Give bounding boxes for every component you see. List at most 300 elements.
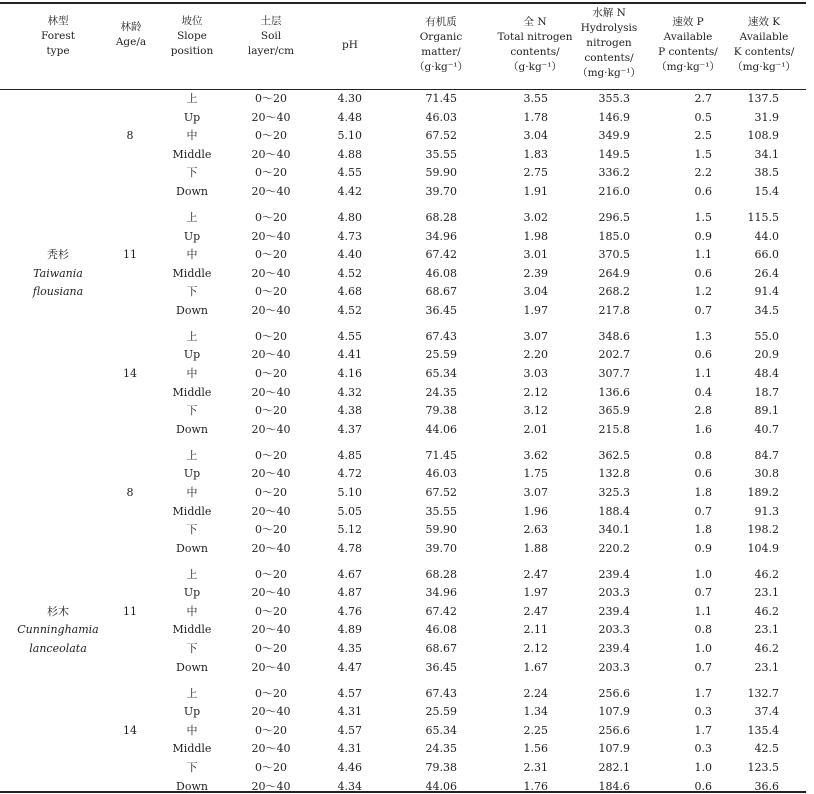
om-cell: 79.38 xyxy=(425,760,457,774)
slope-cell: 中 xyxy=(186,485,198,499)
ph-cell: 4.31 xyxy=(337,705,362,719)
om-cell: 79.38 xyxy=(425,404,457,418)
header-line: （mg·kg⁻¹） xyxy=(577,67,641,79)
layer-cell: 20～40 xyxy=(251,110,291,124)
om-cell: 67.42 xyxy=(425,604,457,618)
slope-cell: Up xyxy=(183,705,201,719)
ak-cell: 84.7 xyxy=(754,448,779,462)
slope-cell: Down xyxy=(176,541,208,555)
tn-cell: 3.55 xyxy=(523,92,548,105)
age-label: 11 xyxy=(123,248,137,262)
tn-cell: 2.11 xyxy=(523,623,548,637)
hn-cell: 184.6 xyxy=(598,779,630,793)
tn-cell: 1.34 xyxy=(523,705,548,719)
ph-cell: 4.38 xyxy=(337,404,362,418)
hn-cell: 136.6 xyxy=(598,385,630,399)
ap-cell: 1.6 xyxy=(694,422,712,436)
hn-cell: 239.4 xyxy=(598,604,630,618)
slope-cell: 下 xyxy=(186,760,198,774)
ak-cell: 23.1 xyxy=(754,586,779,600)
header-forest-type xyxy=(41,14,75,59)
tn-cell: 1.97 xyxy=(523,586,548,600)
ph-cell: 4.48 xyxy=(337,110,362,124)
om-cell: 39.70 xyxy=(425,541,457,555)
hn-cell: 365.9 xyxy=(598,404,630,418)
layer-cell: 20～40 xyxy=(251,660,291,674)
ap-cell: 0.4 xyxy=(694,385,712,399)
hn-cell: 256.6 xyxy=(598,686,630,700)
bottom-rule xyxy=(0,791,806,793)
hn-cell: 370.5 xyxy=(598,248,630,262)
om-cell: 67.43 xyxy=(425,686,457,700)
om-cell: 59.90 xyxy=(425,523,457,537)
header-line: P contents/ xyxy=(658,46,718,58)
om-cell: 65.34 xyxy=(425,723,457,737)
ap-cell: 0.7 xyxy=(694,303,712,317)
ak-cell: 34.1 xyxy=(754,147,779,161)
ap-cell: 0.6 xyxy=(694,779,712,793)
tn-cell: 2.31 xyxy=(523,760,548,774)
ph-cell: 4.89 xyxy=(337,623,362,637)
ph-cell: 4.73 xyxy=(337,229,362,243)
om-cell: 36.45 xyxy=(425,660,457,674)
tn-cell: 2.47 xyxy=(523,567,548,581)
ak-cell: 34.5 xyxy=(754,303,779,317)
ak-cell: 91.3 xyxy=(754,504,779,518)
om-cell: 46.03 xyxy=(425,110,457,124)
ak-cell: 123.5 xyxy=(747,760,779,774)
ap-cell: 0.8 xyxy=(694,448,712,462)
tn-cell: 2.20 xyxy=(523,348,548,362)
om-cell: 36.45 xyxy=(425,303,457,317)
tn-cell: 2.39 xyxy=(523,266,548,280)
layer-cell: 20～40 xyxy=(251,348,291,362)
tn-cell: 3.03 xyxy=(523,367,548,380)
header-line: Organic xyxy=(419,31,463,43)
hn-cell: 264.9 xyxy=(598,266,630,280)
header-rule xyxy=(0,89,806,90)
hn-cell: 355.3 xyxy=(598,92,630,105)
om-cell: 46.03 xyxy=(425,467,457,481)
om-cell: 44.06 xyxy=(425,422,457,436)
tn-cell: 3.01 xyxy=(523,248,548,262)
layer-cell: 20～40 xyxy=(251,742,291,756)
slope-cell: 中 xyxy=(186,129,198,143)
header-line: type xyxy=(46,45,70,57)
layer-cell: 20～40 xyxy=(251,422,291,436)
om-cell: 67.52 xyxy=(425,129,457,143)
hn-cell: 282.1 xyxy=(598,760,630,774)
header-line: Hydrolysis xyxy=(580,22,638,34)
om-cell: 67.52 xyxy=(425,485,457,499)
om-cell: 24.35 xyxy=(425,742,457,756)
ph-cell: 4.57 xyxy=(337,723,362,737)
hn-cell: 340.1 xyxy=(598,523,630,537)
slope-cell: Up xyxy=(183,586,201,600)
tn-cell: 1.83 xyxy=(523,147,548,161)
layer-cell: 20～40 xyxy=(251,147,291,161)
header-line: 坡位 xyxy=(181,15,203,27)
layer-cell: 20～40 xyxy=(251,385,291,399)
header-line: 林型 xyxy=(47,15,69,27)
header-line: 速效 P xyxy=(672,16,704,28)
forest-name-latin: Taiwania xyxy=(33,266,83,280)
ph-cell: 4.47 xyxy=(337,660,362,674)
layer-cell: 20～40 xyxy=(251,623,291,637)
slope-cell: Middle xyxy=(172,147,212,161)
age-label: 11 xyxy=(123,604,137,618)
ak-cell: 37.4 xyxy=(754,705,779,719)
slope-cell: 下 xyxy=(186,642,198,655)
layer-cell: 20～40 xyxy=(251,185,291,198)
header-ak xyxy=(732,15,796,75)
slope-cell: Middle xyxy=(172,623,212,637)
ak-cell: 66.0 xyxy=(754,248,779,262)
slope-cell: 上 xyxy=(186,567,198,581)
layer-cell: 0～20 xyxy=(255,248,287,262)
header-line: contents/ xyxy=(510,46,560,58)
ap-cell: 0.6 xyxy=(694,467,712,481)
ph-cell: 4.87 xyxy=(337,586,362,600)
ph-cell: 4.34 xyxy=(337,779,362,793)
header-line: Available xyxy=(663,31,713,43)
ph-cell: 5.05 xyxy=(337,504,362,518)
header-line: K contents/ xyxy=(733,46,795,58)
tn-cell: 1.75 xyxy=(523,467,548,481)
ap-cell: 1.1 xyxy=(694,604,712,618)
ap-cell: 1.2 xyxy=(694,285,712,299)
slope-cell: 上 xyxy=(186,92,198,105)
ph-cell: 4.52 xyxy=(337,266,362,280)
slope-cell: 中 xyxy=(186,367,198,380)
slope-cell: Middle xyxy=(172,385,212,399)
ph-cell: 4.80 xyxy=(337,210,362,224)
ph-cell: 4.35 xyxy=(337,642,362,655)
om-cell: 34.96 xyxy=(425,229,457,243)
ak-cell: 36.6 xyxy=(754,779,779,793)
om-cell: 25.59 xyxy=(425,348,457,362)
layer-cell: 0～20 xyxy=(255,285,287,299)
header-line: matter/ xyxy=(421,46,461,58)
tn-cell: 3.62 xyxy=(523,448,548,462)
ak-cell: 137.5 xyxy=(747,92,779,105)
ap-cell: 0.5 xyxy=(694,110,712,124)
slope-cell: Down xyxy=(176,185,208,198)
ap-cell: 1.1 xyxy=(694,248,712,262)
forest-name-latin: Cunninghamia xyxy=(17,623,99,637)
ap-cell: 0.9 xyxy=(694,229,712,243)
header-tn xyxy=(497,15,572,75)
tn-cell: 3.07 xyxy=(523,329,548,343)
om-cell: 68.67 xyxy=(425,642,457,655)
ap-cell: 1.0 xyxy=(694,760,712,774)
ap-cell: 0.3 xyxy=(694,742,712,756)
ph-cell: 4.46 xyxy=(337,760,362,774)
tn-cell: 1.67 xyxy=(523,660,548,674)
hn-cell: 349.9 xyxy=(598,129,630,143)
header-line: pH xyxy=(342,39,358,51)
ap-cell: 0.7 xyxy=(694,504,712,518)
om-cell: 34.96 xyxy=(425,586,457,600)
ak-cell: 26.4 xyxy=(754,266,779,280)
ak-cell: 18.7 xyxy=(754,385,779,399)
ph-cell: 4.52 xyxy=(337,303,362,317)
om-cell: 68.67 xyxy=(425,285,457,299)
tn-cell: 2.12 xyxy=(523,642,548,655)
header-ap xyxy=(656,15,720,75)
slope-cell: Down xyxy=(176,422,208,436)
ap-cell: 1.5 xyxy=(694,210,712,224)
header-ph xyxy=(342,38,358,53)
ph-cell: 4.16 xyxy=(337,367,362,380)
ph-cell: 4.41 xyxy=(337,348,362,362)
om-cell: 71.45 xyxy=(425,92,457,105)
ap-cell: 1.0 xyxy=(694,567,712,581)
header-line: Slope xyxy=(177,30,207,42)
ph-cell: 4.78 xyxy=(337,541,362,555)
ap-cell: 1.3 xyxy=(694,329,712,343)
hn-cell: 348.6 xyxy=(598,329,630,343)
header-line: layer/cm xyxy=(247,45,295,57)
tn-cell: 1.98 xyxy=(523,229,548,243)
om-cell: 68.28 xyxy=(425,567,457,581)
hn-cell: 256.6 xyxy=(598,723,630,737)
layer-cell: 20～40 xyxy=(251,504,291,518)
hn-cell: 362.5 xyxy=(598,448,630,462)
slope-cell: 上 xyxy=(186,448,198,462)
header-line: nitrogen xyxy=(586,37,632,49)
header-line: （g·kg⁻¹） xyxy=(414,61,468,73)
ph-cell: 4.76 xyxy=(337,604,362,618)
layer-cell: 20～40 xyxy=(251,541,291,555)
ak-cell: 115.5 xyxy=(747,210,779,224)
hn-cell: 216.0 xyxy=(598,185,630,198)
hn-cell: 203.3 xyxy=(598,586,630,600)
hn-cell: 146.9 xyxy=(598,110,630,124)
forest-name-cn: 杉木 xyxy=(47,604,69,618)
ph-cell: 4.30 xyxy=(337,92,362,105)
layer-cell: 20～40 xyxy=(251,303,291,317)
ap-cell: 1.5 xyxy=(694,147,712,161)
ph-cell: 4.88 xyxy=(337,147,362,161)
tn-cell: 2.01 xyxy=(523,422,548,436)
header-line: contents/ xyxy=(584,52,634,64)
ap-cell: 1.7 xyxy=(694,723,712,737)
layer-cell: 0～20 xyxy=(255,523,287,537)
ap-cell: 0.9 xyxy=(694,541,712,555)
om-cell: 46.08 xyxy=(425,623,457,637)
slope-cell: 上 xyxy=(186,210,198,224)
layer-cell: 0～20 xyxy=(255,166,287,180)
om-cell: 59.90 xyxy=(425,166,457,180)
ak-cell: 23.1 xyxy=(754,623,779,637)
tn-cell: 3.07 xyxy=(523,485,548,499)
header-line: Soil xyxy=(260,30,282,42)
ak-cell: 46.2 xyxy=(754,567,779,581)
slope-cell: Middle xyxy=(172,266,212,280)
om-cell: 35.55 xyxy=(425,147,457,161)
ap-cell: 2.8 xyxy=(694,404,712,418)
layer-cell: 0～20 xyxy=(255,567,287,581)
forest-name-cn: 秃杉 xyxy=(47,248,69,262)
om-cell: 35.55 xyxy=(425,504,457,518)
ap-cell: 1.8 xyxy=(694,523,712,537)
ak-cell: 89.1 xyxy=(754,404,779,418)
header-line: 有机质 xyxy=(425,16,457,28)
header-line: Age/a xyxy=(115,36,147,48)
hn-cell: 107.9 xyxy=(598,742,630,756)
om-cell: 65.34 xyxy=(425,367,457,380)
slope-cell: 上 xyxy=(186,686,198,700)
ph-cell: 4.31 xyxy=(337,742,362,756)
layer-cell: 0～20 xyxy=(255,329,287,343)
tn-cell: 2.25 xyxy=(523,723,548,737)
header-line: 全 N xyxy=(523,16,547,28)
ak-cell: 31.9 xyxy=(754,110,779,124)
layer-cell: 0～20 xyxy=(255,642,287,655)
header-layer xyxy=(248,14,294,59)
ap-cell: 1.0 xyxy=(694,642,712,655)
hn-cell: 215.8 xyxy=(598,422,630,436)
tn-cell: 2.63 xyxy=(523,523,548,537)
ap-cell: 2.7 xyxy=(694,92,712,105)
slope-cell: Up xyxy=(183,348,201,362)
ak-cell: 91.4 xyxy=(754,285,779,299)
tn-cell: 2.47 xyxy=(523,604,548,618)
om-cell: 67.42 xyxy=(425,248,457,262)
slope-cell: Middle xyxy=(172,504,212,518)
layer-cell: 0～20 xyxy=(255,485,287,499)
ap-cell: 2.2 xyxy=(694,166,712,180)
slope-cell: Up xyxy=(183,467,201,481)
hn-cell: 239.4 xyxy=(598,567,630,581)
layer-cell: 0～20 xyxy=(255,686,287,700)
header-line: 速效 K xyxy=(747,16,781,28)
ph-cell: 5.12 xyxy=(337,523,362,537)
ak-cell: 42.5 xyxy=(754,742,779,756)
ph-cell: 4.37 xyxy=(337,422,362,436)
ph-cell: 4.85 xyxy=(337,448,362,462)
layer-cell: 20～40 xyxy=(251,229,291,243)
ph-cell: 4.32 xyxy=(337,385,362,399)
ph-cell: 4.57 xyxy=(337,686,362,700)
ph-cell: 4.40 xyxy=(337,248,362,262)
header-age xyxy=(116,20,146,50)
slope-cell: 下 xyxy=(186,404,198,418)
ap-cell: 1.7 xyxy=(694,686,712,700)
om-cell: 68.28 xyxy=(425,210,457,224)
slope-cell: Up xyxy=(183,110,201,124)
om-cell: 39.70 xyxy=(425,185,457,198)
header-line: 土层 xyxy=(260,15,282,27)
ak-cell: 48.4 xyxy=(754,367,779,380)
hn-cell: 149.5 xyxy=(598,147,630,161)
slope-cell: Up xyxy=(183,229,201,243)
hn-cell: 185.0 xyxy=(598,229,630,243)
ak-cell: 40.7 xyxy=(754,422,779,436)
top-rule xyxy=(0,2,806,4)
tn-cell: 1.78 xyxy=(523,110,548,124)
layer-cell: 20～40 xyxy=(251,467,291,481)
ak-cell: 55.0 xyxy=(754,329,779,343)
tn-cell: 3.12 xyxy=(523,404,548,418)
slope-cell: 中 xyxy=(186,723,198,737)
hn-cell: 203.3 xyxy=(598,623,630,637)
header-line: 水解 N xyxy=(592,7,626,19)
header-line: （mg·kg⁻¹） xyxy=(656,61,720,73)
om-cell: 24.35 xyxy=(425,385,457,399)
forest-name-latin: flousiana xyxy=(32,285,84,299)
header-line: Available xyxy=(739,31,789,43)
slope-cell: 下 xyxy=(186,523,198,537)
slope-cell: 中 xyxy=(186,248,198,262)
ak-cell: 108.9 xyxy=(747,129,779,143)
ak-cell: 46.2 xyxy=(754,642,779,655)
ak-cell: 198.2 xyxy=(747,523,779,537)
header-slope xyxy=(171,14,213,59)
age-label: 14 xyxy=(123,723,137,737)
ph-cell: 4.68 xyxy=(337,285,362,299)
hn-cell: 307.7 xyxy=(598,367,630,380)
tn-cell: 1.97 xyxy=(523,303,548,317)
ap-cell: 0.7 xyxy=(694,586,712,600)
hn-cell: 220.2 xyxy=(598,541,630,555)
ak-cell: 135.4 xyxy=(747,723,779,737)
tn-cell: 1.91 xyxy=(523,185,548,198)
hn-cell: 268.2 xyxy=(598,285,630,299)
ak-cell: 15.4 xyxy=(754,185,779,198)
ak-cell: 132.7 xyxy=(747,686,779,700)
layer-cell: 0～20 xyxy=(255,404,287,418)
om-cell: 46.08 xyxy=(425,266,457,280)
ap-cell: 0.3 xyxy=(694,705,712,719)
header-line: 林龄 xyxy=(120,21,142,33)
ap-cell: 1.1 xyxy=(694,367,712,380)
tn-cell: 1.76 xyxy=(523,779,548,793)
header-line: Total nitrogen xyxy=(497,31,573,43)
om-cell: 25.59 xyxy=(425,705,457,719)
om-cell: 67.43 xyxy=(425,329,457,343)
slope-cell: Down xyxy=(176,779,208,793)
slope-cell: 下 xyxy=(186,166,198,180)
header-hn xyxy=(577,6,641,81)
hn-cell: 325.3 xyxy=(598,485,630,499)
ak-cell: 23.1 xyxy=(754,660,779,674)
tn-cell: 3.02 xyxy=(523,210,548,224)
ph-cell: 4.55 xyxy=(337,166,362,180)
ap-cell: 0.6 xyxy=(694,266,712,280)
layer-cell: 20～40 xyxy=(251,779,291,793)
forest-name-latin: lanceolata xyxy=(29,642,87,655)
hn-cell: 336.2 xyxy=(598,166,630,180)
tn-cell: 3.04 xyxy=(523,129,548,143)
header-om xyxy=(414,15,468,75)
layer-cell: 0～20 xyxy=(255,129,287,143)
ap-cell: 0.8 xyxy=(694,623,712,637)
hn-cell: 188.4 xyxy=(598,504,630,518)
ph-cell: 4.42 xyxy=(337,185,362,198)
tn-cell: 1.56 xyxy=(523,742,548,756)
tn-cell: 3.04 xyxy=(523,285,548,299)
slope-cell: Down xyxy=(176,303,208,317)
ak-cell: 44.0 xyxy=(754,229,779,243)
tn-cell: 2.12 xyxy=(523,385,548,399)
slope-cell: 中 xyxy=(186,604,198,618)
slope-cell: 下 xyxy=(186,285,198,299)
ap-cell: 1.8 xyxy=(694,485,712,499)
layer-cell: 0～20 xyxy=(255,367,287,380)
layer-cell: 0～20 xyxy=(255,210,287,224)
